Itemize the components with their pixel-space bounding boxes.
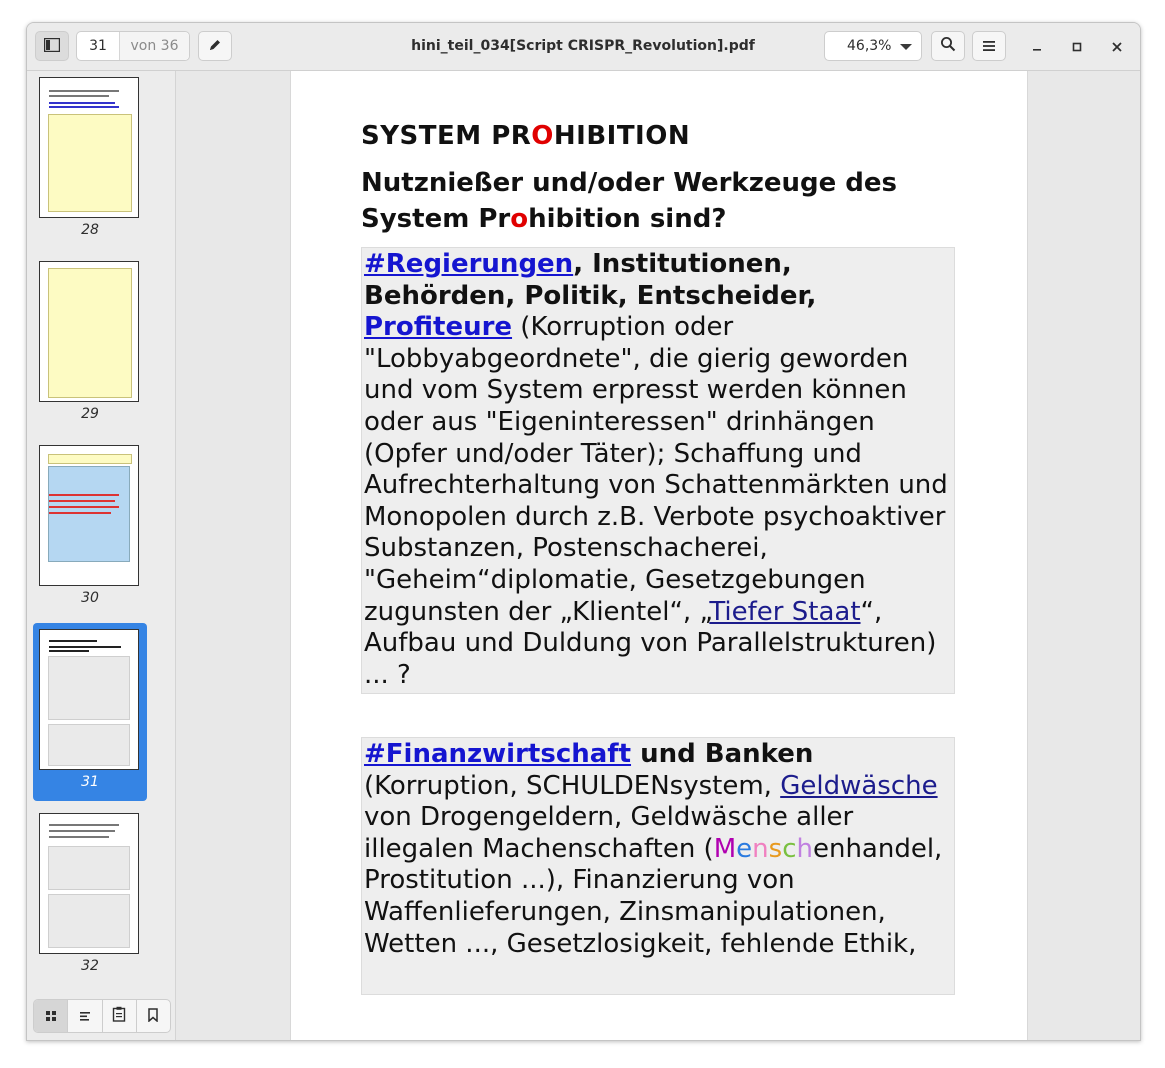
- minimize-icon: [1032, 37, 1042, 56]
- finanzwirtschaft-link[interactable]: #Finanzwirtschaft: [364, 739, 632, 769]
- close-icon: [1112, 37, 1122, 56]
- page-thumbnail-image: [39, 445, 139, 586]
- document-view[interactable]: [176, 71, 1140, 1040]
- page-thumbnail-image: [39, 77, 139, 218]
- outline-mode-button[interactable]: [68, 1000, 102, 1032]
- annotations-mode-button[interactable]: [103, 1000, 137, 1032]
- thumbnail-page-number: 31: [81, 774, 99, 790]
- thumbnail-page-number: 29: [81, 406, 99, 422]
- thumbnail-page-number: 30: [81, 590, 99, 606]
- clipboard-icon: [112, 1006, 126, 1026]
- page-subheading: Nutznießer und/oder Werkzeuge des System Prohibition sind?: [361, 168, 897, 234]
- outline-icon: [79, 1007, 91, 1026]
- pdf-page: [290, 71, 1028, 1040]
- page-heading: SYSTEM PROHIBITION: [361, 121, 691, 151]
- chevron-down-icon: [900, 44, 912, 50]
- grid-icon: [45, 1007, 57, 1026]
- header-bar: [27, 23, 1140, 71]
- page-thumbnail-image: [39, 629, 139, 770]
- window-title: hini_teil_034[Script CRISPR_Revolution].pdf: [411, 38, 755, 54]
- page-navigation: [76, 31, 190, 61]
- thumbnail-page-28[interactable]: [33, 71, 147, 249]
- menu-button[interactable]: [972, 31, 1006, 61]
- hamburger-icon: [982, 37, 996, 56]
- text-block-finanzwirtschaft: #Finanzwirtschaft und Banken (Korruption, SCHULDENsystem, Geldwäsche von Drogengeldern, Geldwäsche aller illegalen Machenschaften (Menschenhandel, Prostitution ...), Finanzierung von Waffenlieferungen, Zinsmanipulationen, Wetten ..., Gesetzlosigkeit, fehlende Ethik,: [361, 737, 955, 995]
- thumbnail-page-number: 28: [81, 222, 99, 238]
- zoom-value: 46,3%: [847, 38, 892, 54]
- page-thumbnail-image: [39, 261, 139, 402]
- thumbnail-page-number: 32: [81, 958, 99, 974]
- maximize-button[interactable]: [1064, 33, 1090, 59]
- annotate-button[interactable]: [198, 31, 232, 61]
- regierungen-link[interactable]: #Regierungen: [364, 249, 574, 279]
- thumbnail-page-32[interactable]: [33, 807, 147, 985]
- bookmark-icon: [147, 1007, 159, 1026]
- maximize-icon: [1072, 37, 1082, 56]
- document-viewer-window: [26, 22, 1141, 1041]
- current-page-input[interactable]: 31: [77, 32, 120, 60]
- search-icon: [940, 36, 956, 56]
- thumbnail-sidebar: [27, 71, 176, 1040]
- sidebar-icon: [44, 37, 60, 56]
- minimize-button[interactable]: [1024, 33, 1050, 59]
- search-button[interactable]: [931, 31, 965, 61]
- sidebar-toggle-button[interactable]: [35, 31, 69, 61]
- thumbnails-mode-button[interactable]: [34, 1000, 68, 1032]
- sidebar-mode-switcher: [33, 999, 171, 1033]
- close-button[interactable]: [1104, 33, 1130, 59]
- thumbnail-page-31[interactable]: [33, 623, 147, 801]
- zoom-select[interactable]: [824, 31, 922, 61]
- text-block-regierungen: #Regierungen, Institutionen, Behörden, Politik, Entscheider, Profiteure (Korruption oder "Lobbyabgeordnete", die gierig geworden und vom System erpresst werden können oder aus "Eigeninteressen" drinhängen (Opfer und/oder Täter); Schaffung und Aufrechterhaltung von Schattenmärkten und Monopolen durch z.B. Verbote psychoaktiver Substanzen, Postenschacherei, "Geheim“diplomatie, Gesetzgebungen zugunsten der „Klientel“, „Tiefer Staat“, Aufbau und Duldung von Parallelstrukturen) ... ?: [361, 247, 955, 694]
- pencil-icon: [208, 37, 222, 56]
- thumbnail-page-29[interactable]: [33, 255, 147, 433]
- geldwaesche-link[interactable]: Geldwäsche: [780, 770, 938, 801]
- bookmarks-mode-button[interactable]: [137, 1000, 170, 1032]
- page-thumbnail-image: [39, 813, 139, 954]
- thumbnail-page-30[interactable]: [33, 439, 147, 617]
- total-pages-label: von 36: [120, 32, 189, 60]
- tiefer-staat-link[interactable]: Tiefer Staat: [709, 596, 861, 627]
- profiteure-link[interactable]: Profiteure: [364, 312, 513, 343]
